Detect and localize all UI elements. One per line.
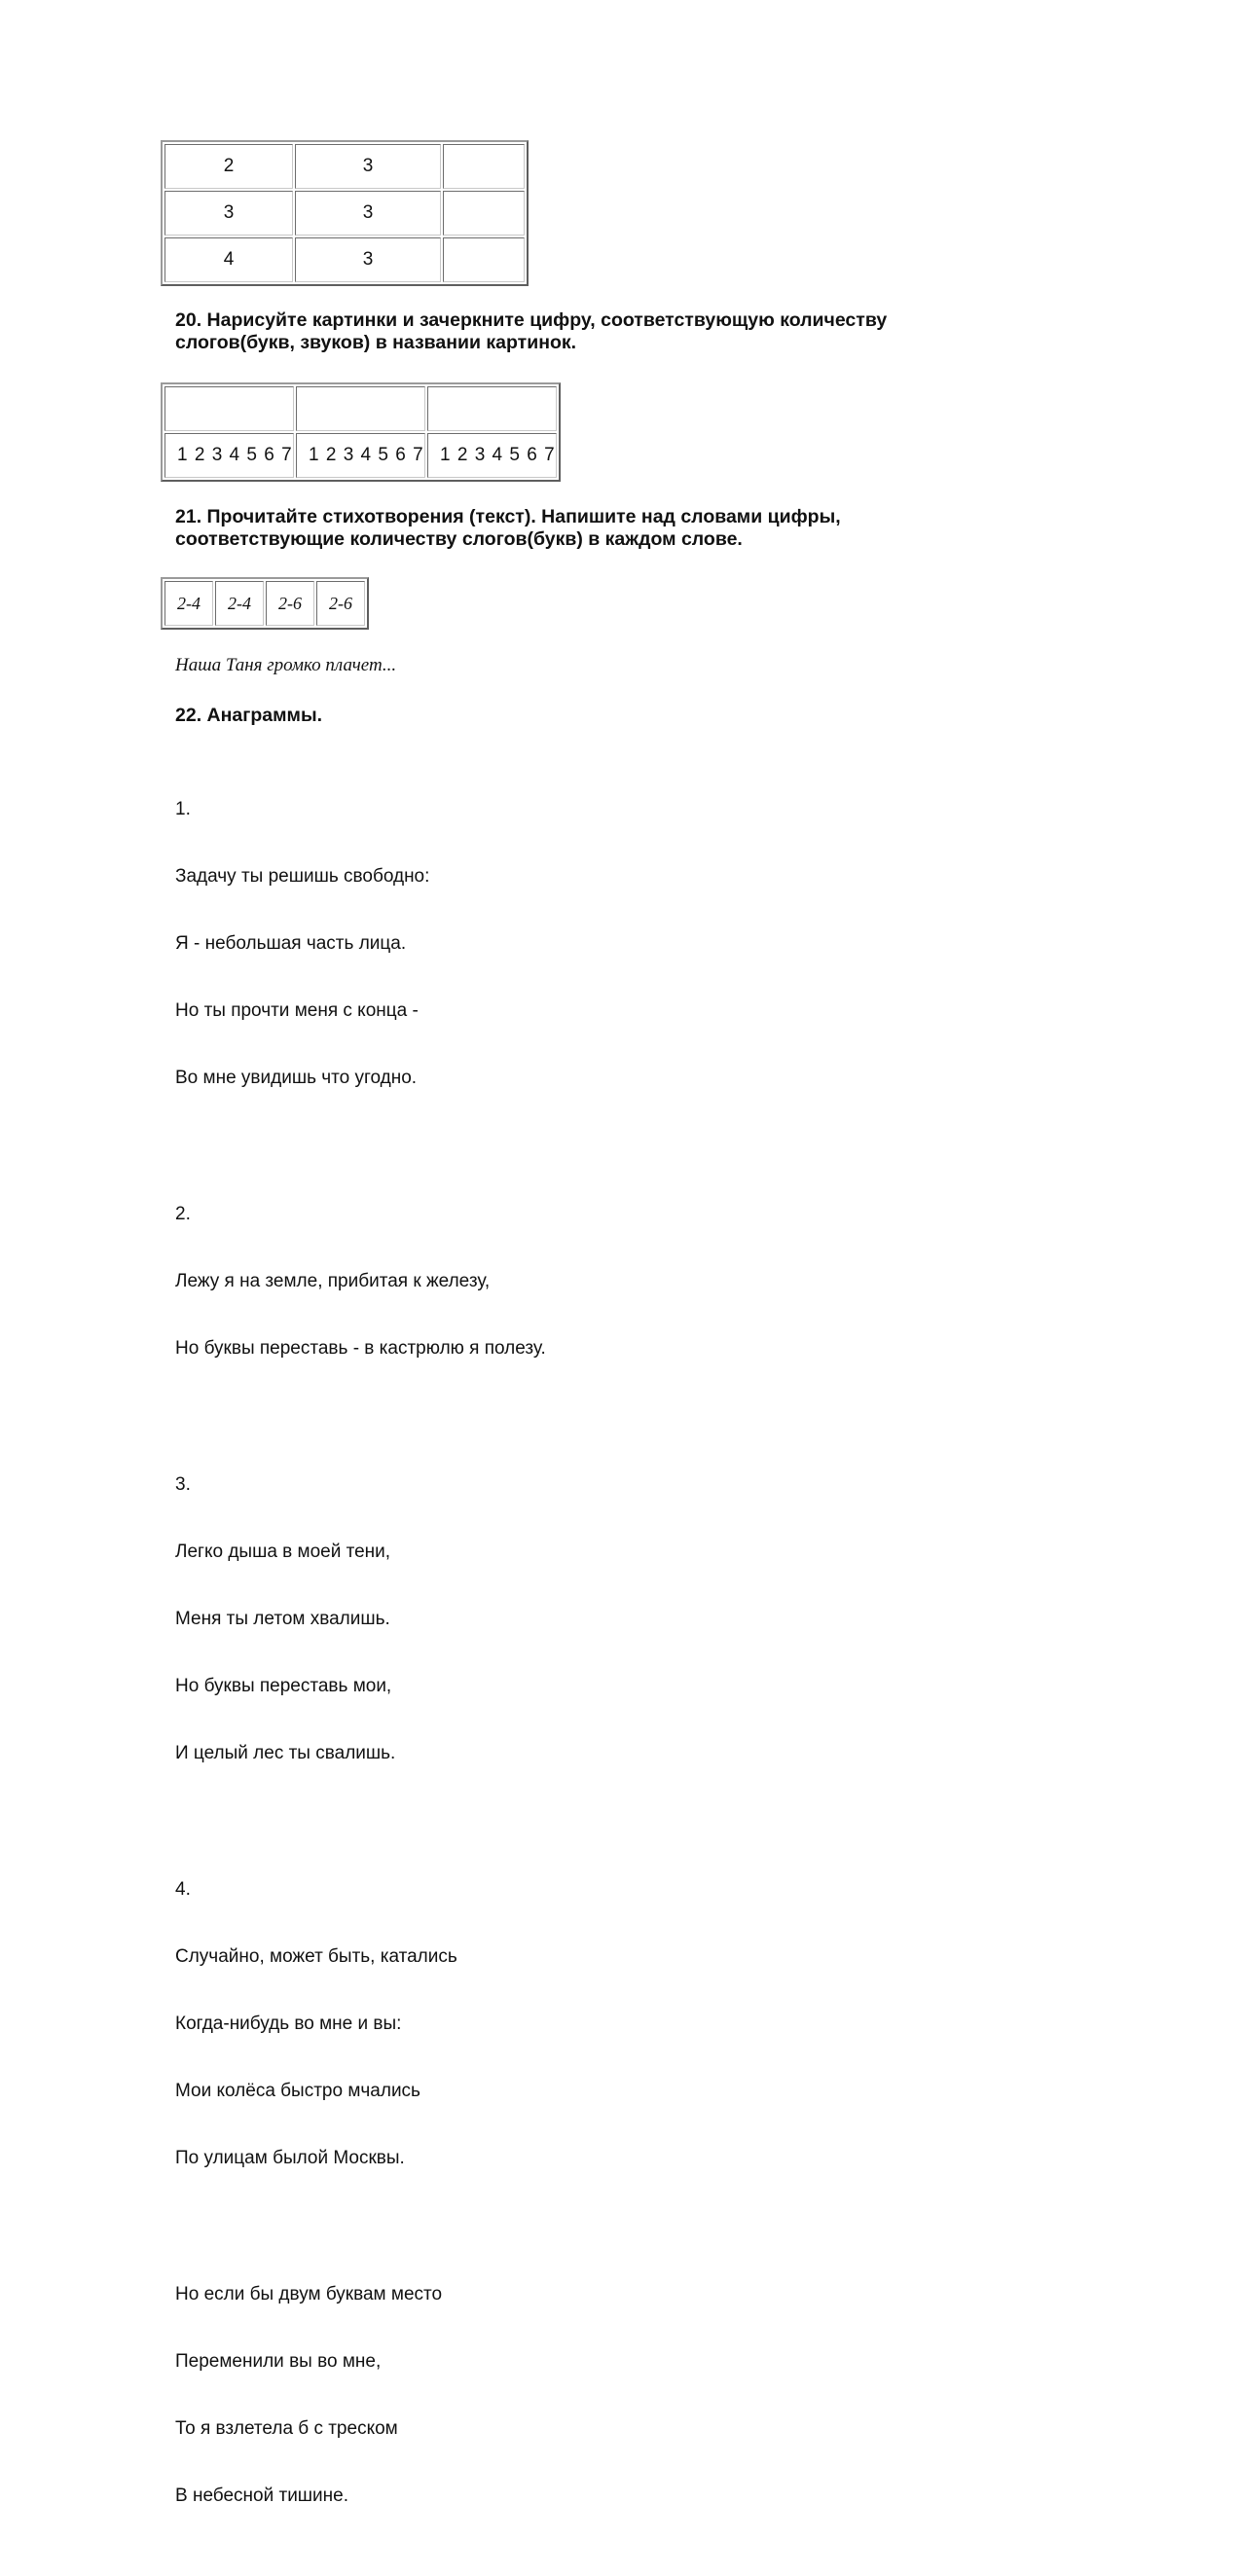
riddle-number: 3. [175, 1474, 191, 1495]
table-cell: 3 [295, 144, 441, 189]
digits-cell: 1 2 3 4 5 6 7 [164, 433, 294, 478]
task-22-heading: 22. Анаграммы. [175, 705, 323, 726]
picture-cell[interactable] [164, 386, 294, 431]
digits-cell: 1 2 3 4 5 6 7 [427, 433, 557, 478]
riddle-line: Задачу ты решишь свободно: [175, 866, 430, 887]
task-21-line-2: соответствующие количеству слогов(букв) в каждом слове. [175, 528, 743, 550]
table-cell: 2-4 [215, 581, 264, 626]
picture-cell[interactable] [296, 386, 425, 431]
riddle-line: Но ты прочти меня с конца - [175, 1000, 419, 1021]
riddle-number: 1. [175, 799, 191, 819]
table-row [164, 144, 525, 189]
table-cell [443, 237, 525, 282]
anagram-riddles [175, 753, 546, 2576]
task-21-heading [175, 506, 841, 551]
table-cell: 3 [295, 237, 441, 282]
riddle-line: Но буквы переставь - в кастрюлю я полезу. [175, 1338, 546, 1359]
riddle-4 [175, 1833, 546, 2214]
table-cell [443, 144, 525, 189]
answer-table-top [161, 140, 529, 286]
table-cell: 3 [164, 191, 293, 236]
table-row [164, 581, 365, 626]
riddle-1 [175, 753, 546, 1134]
riddle-line: Меня ты летом хвалишь. [175, 1609, 390, 1629]
riddle-line: То я взлетела б с треском [175, 2418, 398, 2439]
table-cell: 4 [164, 237, 293, 282]
riddle-line: Лежу я на земле, прибитая к железу, [175, 1271, 491, 1291]
riddle-line: По улицам былой Москвы. [175, 2148, 405, 2168]
table-cell: 3 [295, 191, 441, 236]
riddle-line: Легко дыша в моей тени, [175, 1542, 391, 1562]
picture-cell[interactable] [427, 386, 557, 431]
table-row [164, 191, 525, 236]
riddle-line: В небесной тишине. [175, 2485, 348, 2506]
riddle-3 [175, 1429, 546, 1809]
task-21-line-1: 21. Прочитайте стихотворения (текст). Напишите над словами цифры, [175, 506, 841, 527]
riddle-line: Переменили вы во мне, [175, 2351, 382, 2372]
table-cell [443, 191, 525, 236]
poem-line: Наша Таня громко плачет... [175, 655, 397, 675]
riddle-line: Когда-нибудь во мне и вы: [175, 2014, 402, 2034]
table-cell: 2-6 [316, 581, 365, 626]
riddle-line: Но если бы двум буквам место [175, 2284, 443, 2304]
table-row [164, 237, 525, 282]
digits-cell: 1 2 3 4 5 6 7 [296, 433, 425, 478]
syllable-pattern-table [161, 577, 369, 630]
task-20-line-1: 20. Нарисуйте картинки и зачеркните цифру, соответствующую количеству [175, 309, 888, 331]
task-20-heading [175, 309, 887, 354]
riddle-line: Я - небольшая часть лица. [175, 933, 407, 954]
riddle-line: И целый лес ты свалишь. [175, 1743, 396, 1763]
syllable-count-table [161, 382, 561, 482]
riddle-4-continued [175, 2238, 546, 2552]
table-cell: 2-6 [266, 581, 314, 626]
riddle-line: Но буквы переставь мои, [175, 1676, 392, 1696]
riddle-number: 4. [175, 1879, 191, 1900]
table-cell: 2 [164, 144, 293, 189]
riddle-line: Во мне увидишь что угодно. [175, 1068, 418, 1088]
task-20-line-2: слогов(букв, звуков) в названии картинок. [175, 332, 577, 353]
table-row [164, 433, 557, 478]
table-cell: 2-4 [164, 581, 213, 626]
table-row [164, 386, 557, 431]
riddle-number: 2. [175, 1204, 191, 1224]
riddle-2 [175, 1158, 546, 1404]
riddle-line: Мои колёса быстро мчались [175, 2081, 420, 2101]
riddle-line: Случайно, может быть, катались [175, 1946, 457, 1967]
